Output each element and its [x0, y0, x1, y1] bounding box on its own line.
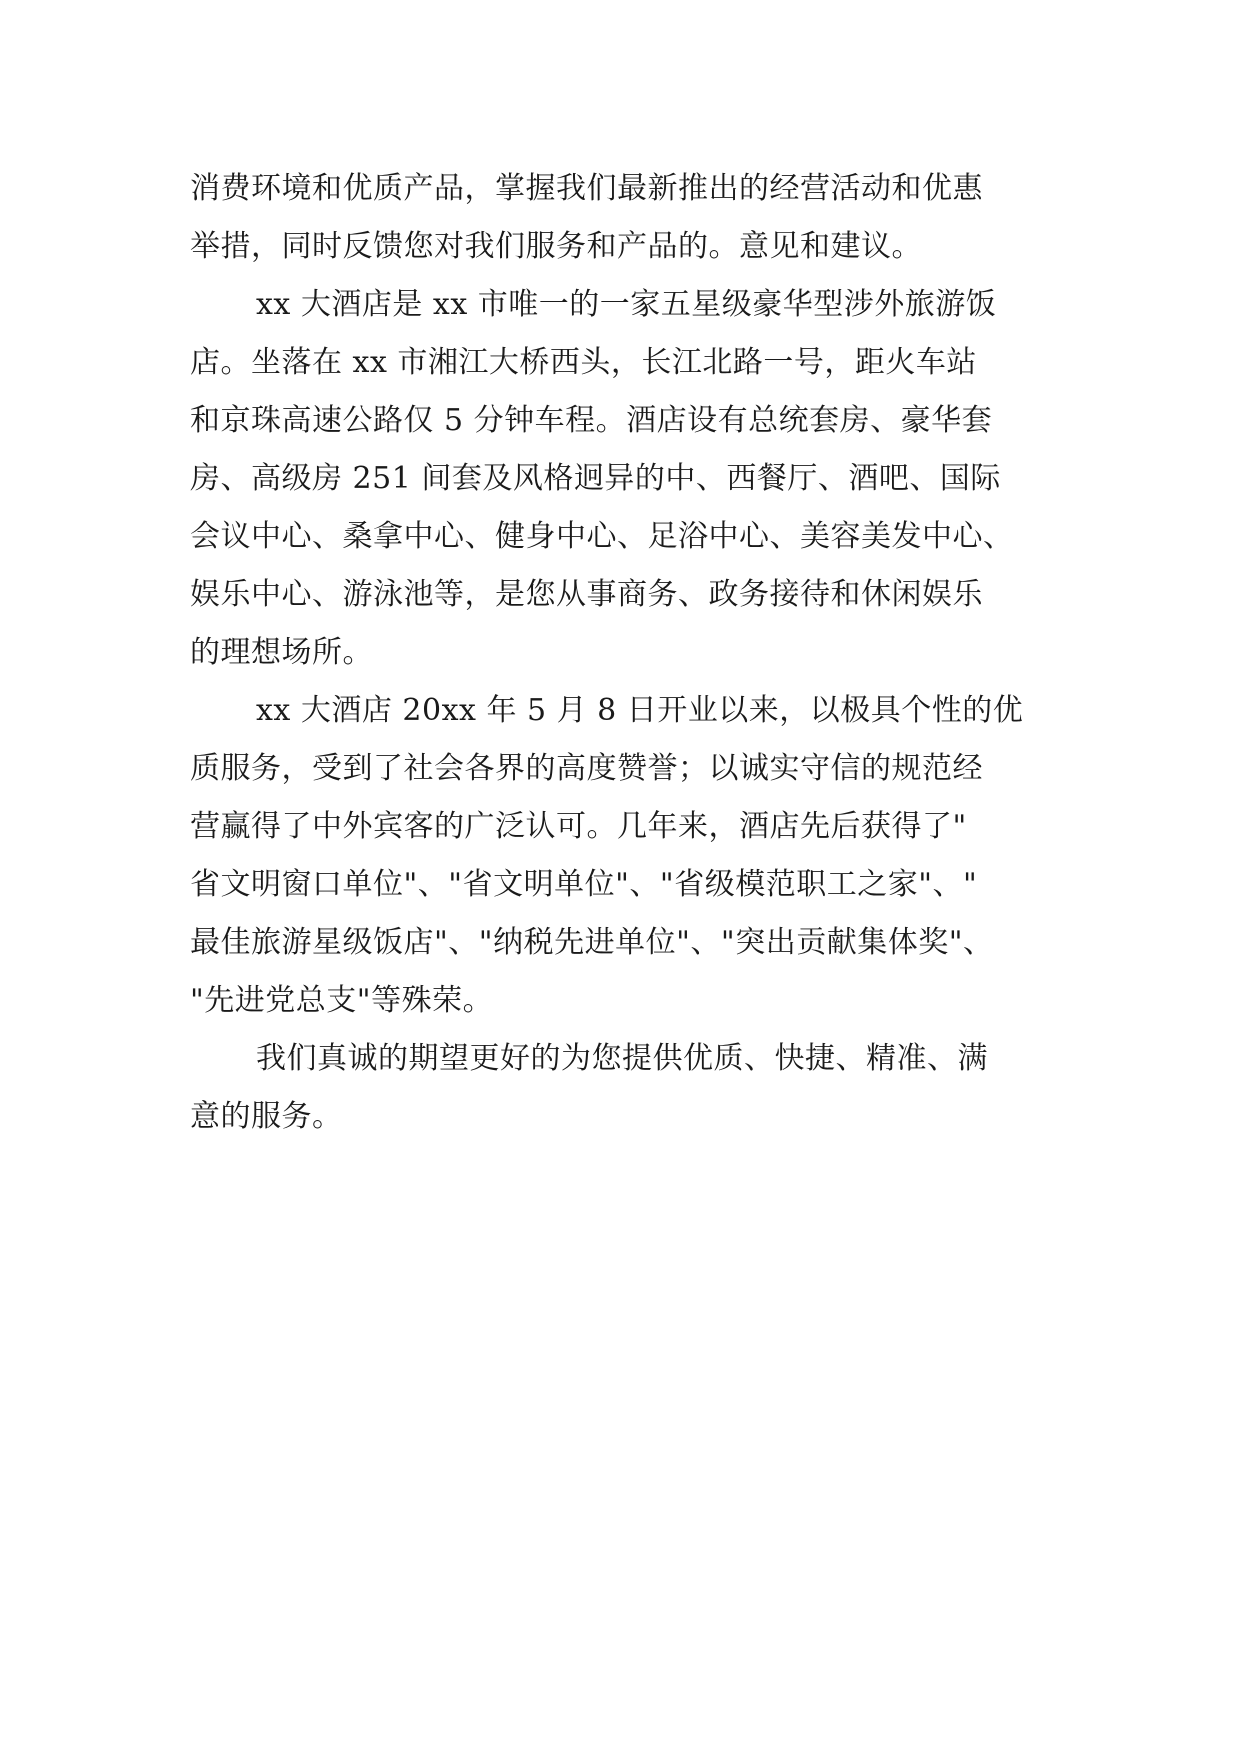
text-line: 省文明窗口单位"、"省文明单位"、"省级模范职工之家"、": [190, 867, 978, 902]
text-line: 会议中心、桑拿中心、健身中心、足浴中心、美容美发中心、: [190, 519, 1014, 554]
text-line: 我们真诚的期望更好的为您提供优质、快捷、精准、满: [256, 1041, 988, 1076]
text-line: 消费环境和优质产品，掌握我们最新推出的经营活动和优惠: [190, 171, 983, 206]
text-line: 举措，同时反馈您对我们服务和产品的。意见和建议。: [190, 229, 922, 264]
text-line: 娱乐中心、游泳池等，是您从事商务、政务接待和休闲娱乐: [190, 577, 983, 612]
text-line: 营赢得了中外宾客的广泛认可。几年来，酒店先后获得了": [190, 809, 967, 844]
paragraph: [190, 682, 1070, 1030]
text-line: 房、高级房 251 间套及风格迥异的中、西餐厅、酒吧、国际: [190, 461, 1001, 496]
text-line: 质服务，受到了社会各界的高度赞誉；以诚实守信的规范经: [190, 751, 983, 786]
text-line: 最佳旅游星级饭店"、"纳税先进单位"、"突出贡献集体奖"、: [190, 925, 994, 960]
text-line: 的理想场所。: [190, 635, 373, 670]
text-line: 和京珠高速公路仅 5 分钟车程。酒店设有总统套房、豪华套: [190, 403, 993, 438]
text-line: xx 大酒店 20xx 年 5 月 8 日开业以来，以极具个性的优: [256, 693, 1024, 728]
text-line: 意的服务。: [190, 1099, 343, 1134]
document-body: [190, 160, 1070, 1146]
text-line: 店。坐落在 xx 市湘江大桥西头，长江北路一号，距火车站: [190, 345, 977, 380]
paragraph: [190, 276, 1070, 682]
paragraph: [190, 1030, 1070, 1146]
paragraph: [190, 160, 1070, 276]
text-line: xx 大酒店是 xx 市唯一的一家五星级豪华型涉外旅游饭: [256, 287, 997, 322]
text-line: "先进党总支"等殊荣。: [190, 983, 494, 1018]
